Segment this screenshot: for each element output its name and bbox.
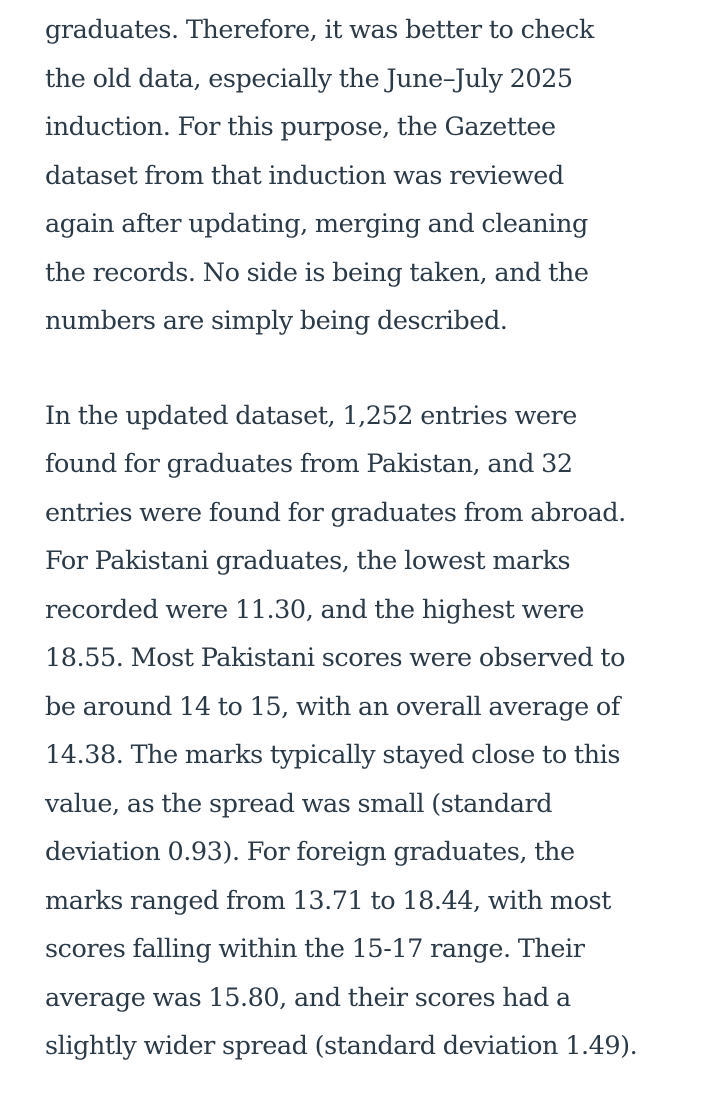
paragraph-score-statistics <box>45 392 705 1071</box>
text-line: found for graduates from Pakistan, and 32 <box>45 449 573 479</box>
text-line: In the updated dataset, 1,252 entries were <box>45 400 577 431</box>
text-line: dataset from that induction was reviewed <box>45 160 564 191</box>
text-line: be around 14 to 15, with an overall average of <box>45 691 620 722</box>
text-line: deviation 0.93). For foreign graduates, the <box>45 837 575 867</box>
text-line: 14.38. The marks typically stayed close to this <box>45 740 620 770</box>
text-line: scores falling within the 15-17 range. Their <box>45 934 585 964</box>
text-line: recorded were 11.30, and the highest were <box>45 594 584 625</box>
text-line: graduates. Therefore, it was better to check <box>45 15 594 45</box>
text-line: marks ranged from 13.71 to 18.44, with most <box>45 885 611 916</box>
text-line: induction. For this purpose, the Gazettee <box>45 112 556 142</box>
text-line: the records. No side is being taken, and the <box>45 257 589 288</box>
text-line: average was 15.80, and their scores had a <box>45 982 571 1013</box>
text-line: entries were found for graduates from abroad. <box>45 497 626 528</box>
article-body <box>45 6 705 1071</box>
text-line: For Pakistani graduates, the lowest marks <box>45 546 571 576</box>
text-line: value, as the spread was small (standard <box>45 788 553 819</box>
text-line: 18.55. Most Pakistani scores were observed to <box>45 643 625 673</box>
text-line: numbers are simply being described. <box>45 306 508 336</box>
text-line: the old data, especially the June–July 2025 <box>45 63 573 94</box>
paragraph-data-review <box>45 6 705 346</box>
text-line: slightly wider spread (standard deviation 1.49). <box>45 1031 638 1061</box>
text-line: again after updating, merging and cleaning <box>45 209 588 239</box>
